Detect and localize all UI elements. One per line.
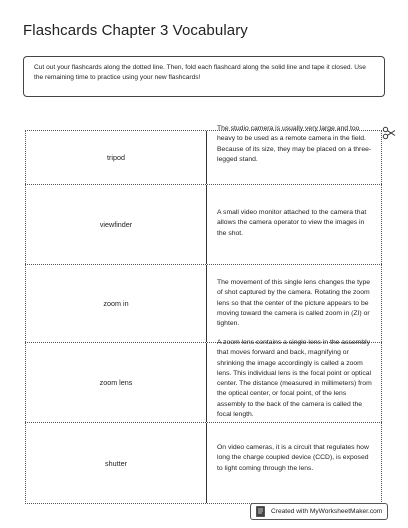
flashcard-definition: A small video monitor attached to the camera that allows the camera operator to view the images in the shot. bbox=[217, 209, 367, 237]
flashcard-term: zoom lens bbox=[99, 378, 133, 387]
paper-icon bbox=[256, 506, 266, 517]
flashcard-definition: The studio camera is usually very large and too heavy to be used as a remote camera in the field. Because of its size, they may be placed on a three-legged stand. bbox=[217, 125, 372, 163]
flashcard-term: viewfinder bbox=[99, 220, 133, 229]
flashcard bbox=[25, 339, 382, 422]
footer-badge[interactable] bbox=[250, 503, 388, 520]
flashcard bbox=[25, 264, 382, 342]
flashcard bbox=[25, 184, 382, 264]
flashcard-term: shutter bbox=[105, 458, 127, 468]
page-title: Flashcards Chapter 3 Vocabulary bbox=[23, 22, 248, 39]
instructions-box: Cut out your flashcards along the dotted line. Then, fold each flashcard along the solid line and tape it closed. Use the remaining time to practice using your new flashcards! bbox=[23, 56, 385, 97]
flashcard bbox=[25, 125, 382, 184]
flashcard-definition: A zoom lens contains a single lens in the assembly that moves forward and back, magnifying or shrinking the image accordingly is called a zoom lens. This individual lens is the focal point or optical center. The distance (measured in millimeters) from the optical center, or focal point, of the lens assembly to the back of the camera is called the focal length. bbox=[217, 339, 372, 419]
flashcard bbox=[25, 422, 382, 504]
flashcard-sheet bbox=[25, 125, 382, 504]
flashcard-term: tripod bbox=[107, 153, 125, 162]
flashcard-definition: The movement of this single lens changes the type of shot captured by the camera. Rotating the zoom lens so that the center of the picture appears to be moving toward the camera is called zoom in (ZI) or tighten. bbox=[217, 279, 371, 328]
flashcard-definition: On video cameras, it is a circuit that regulates how long the charge coupled device (CCD), is exposed to light coming through the lens. bbox=[217, 444, 369, 472]
footer-label: Created with MyWorksheetMaker.com bbox=[271, 508, 383, 515]
scissors-icon bbox=[382, 126, 396, 140]
flashcard-term: zoom in bbox=[103, 299, 129, 308]
